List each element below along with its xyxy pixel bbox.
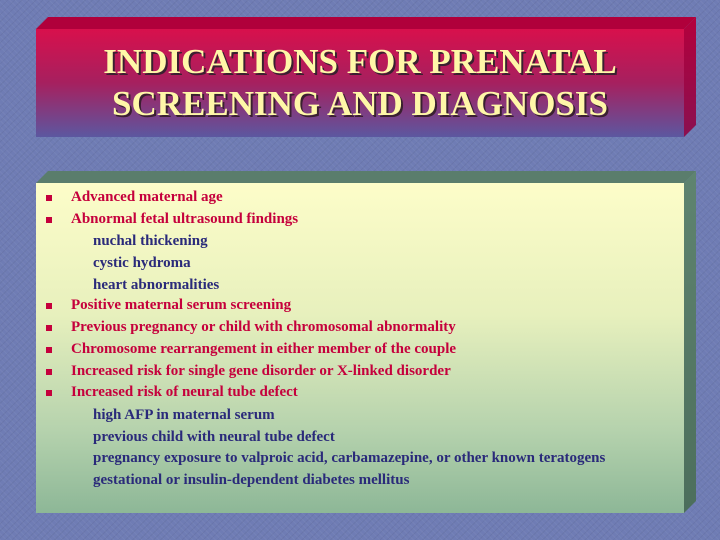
slide-title-line-2: SCREENING AND DIAGNOSIS: [112, 84, 608, 123]
square-bullet-icon: [46, 369, 52, 375]
sub-item: [36, 469, 684, 491]
content-box-side-bevel: [684, 171, 696, 513]
square-bullet-icon: [46, 390, 52, 396]
bullet-item: [36, 361, 684, 383]
sub-item-text: nuchal thickening: [93, 233, 208, 250]
content-box-top-bevel: [36, 171, 696, 183]
bullet-item-text: Positive maternal serum screening: [71, 297, 292, 314]
sub-item-text: high AFP in maternal serum: [93, 406, 275, 423]
square-bullet-icon: [46, 303, 52, 309]
title-box-top-bevel: [36, 17, 696, 29]
slide-title: [36, 41, 684, 125]
sub-item: [36, 274, 684, 296]
bullet-item: [36, 317, 684, 339]
content-box: [36, 183, 684, 513]
sub-item-text: pregnancy exposure to valproic acid, carbamazepine, or other known teratogens: [93, 450, 606, 467]
sub-item-text: gestational or insulin-dependent diabetes mellitus: [93, 472, 410, 489]
sub-item: [36, 230, 684, 252]
title-box-side-bevel: [684, 17, 696, 137]
bullet-item-text: Abnormal fetal ultrasound findings: [71, 210, 299, 227]
bullet-item-text: Increased risk of neural tube defect: [71, 384, 298, 401]
square-bullet-icon: [46, 325, 52, 331]
indications-list: [36, 187, 684, 491]
sub-item-text: cystic hydroma: [93, 255, 191, 272]
bullet-item: [36, 187, 684, 209]
bullet-item-text: Previous pregnancy or child with chromosomal abnormality: [71, 319, 456, 336]
sub-item: [36, 404, 684, 426]
sub-item-text: previous child with neural tube defect: [93, 428, 335, 445]
bullet-item-text: Increased risk for single gene disorder or X-linked disorder: [71, 362, 451, 379]
square-bullet-icon: [46, 217, 52, 223]
sub-item: [36, 426, 684, 448]
sub-item-text: heart abnormalities: [93, 276, 220, 293]
square-bullet-icon: [46, 195, 52, 201]
bullet-item: [36, 295, 684, 317]
bullet-item: [36, 382, 684, 404]
square-bullet-icon: [46, 347, 52, 353]
title-box: [36, 29, 684, 137]
bullet-item-text: Chromosome rearrangement in either member of the couple: [71, 340, 457, 357]
bullet-item-text: Advanced maternal age: [71, 189, 223, 205]
bullet-item: [36, 209, 684, 231]
sub-item: [36, 252, 684, 274]
slide-title-line-1: INDICATIONS FOR PRENATAL: [103, 42, 617, 81]
sub-item: [36, 447, 684, 469]
bullet-item: [36, 339, 684, 361]
